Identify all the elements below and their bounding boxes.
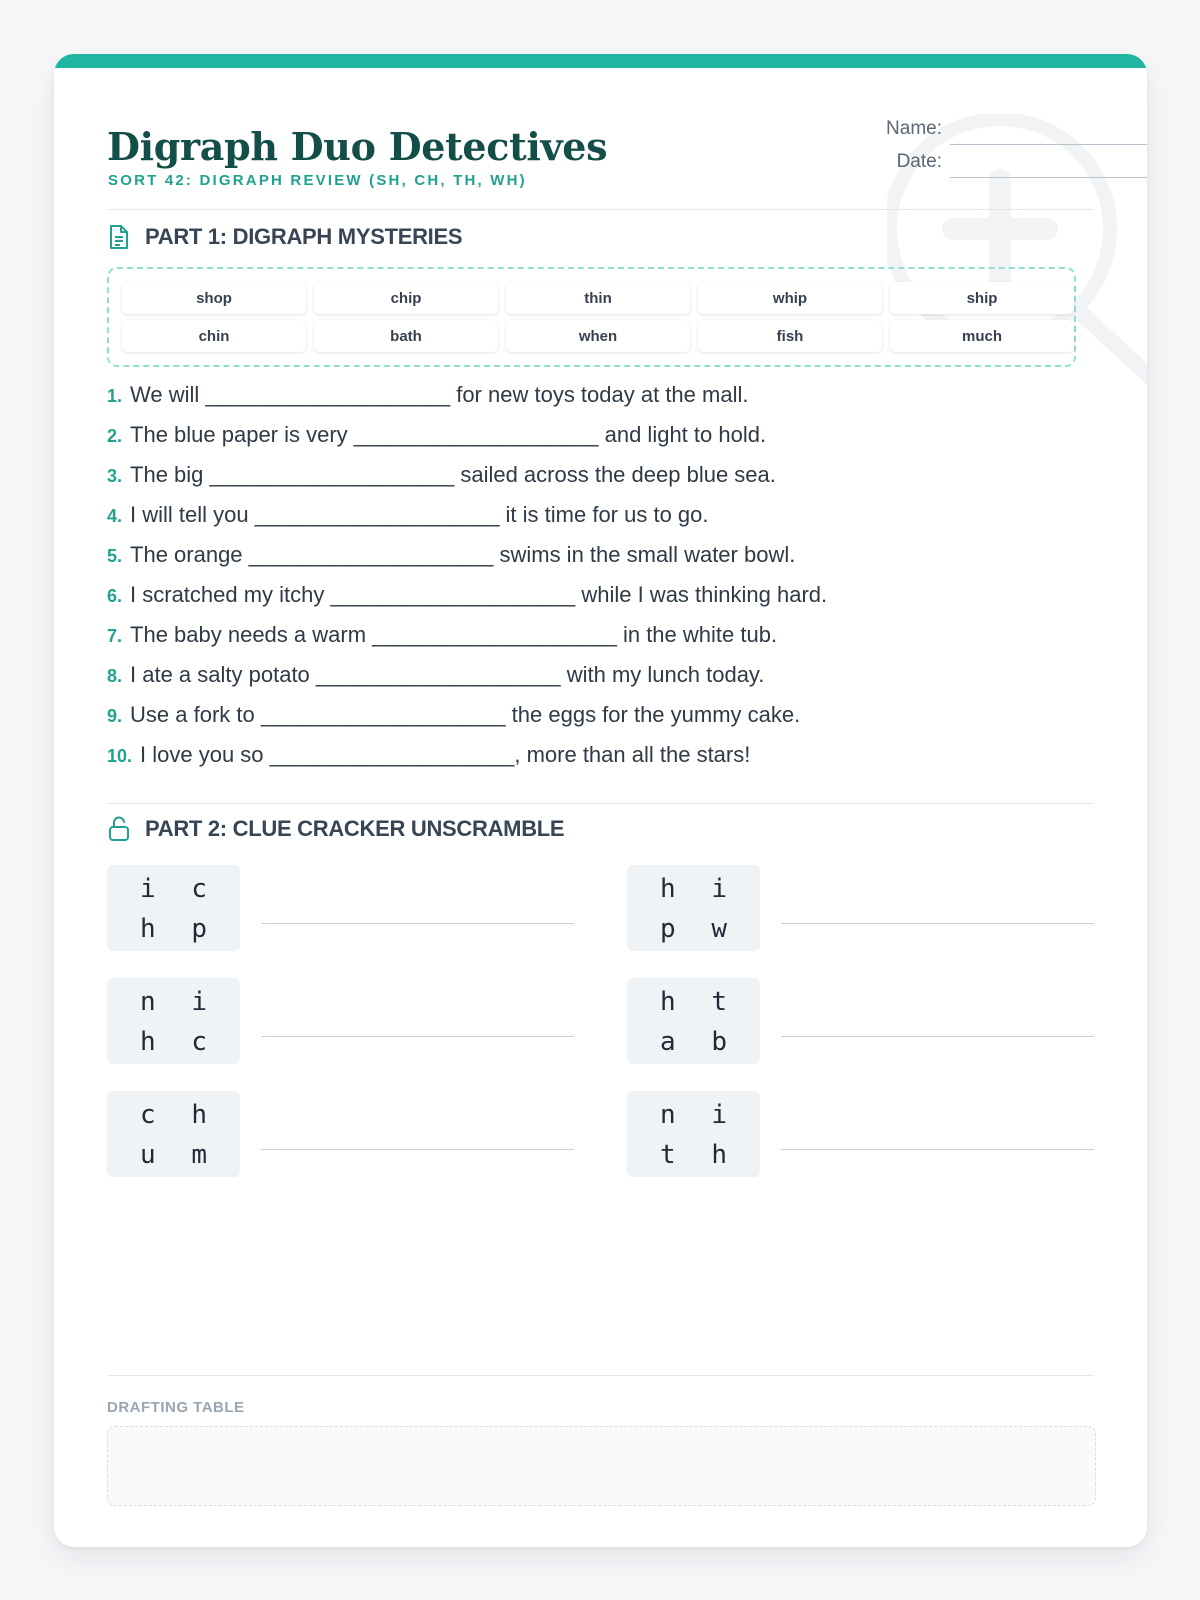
question-number: 3. [107,466,123,486]
word-chip[interactable]: much [890,320,1074,352]
unlock-icon [107,816,131,842]
question-item[interactable] [107,622,777,652]
question-item[interactable] [107,502,709,532]
word-chip[interactable]: shop [122,282,306,314]
word-chip[interactable]: thin [506,282,690,314]
footer-divider [107,1375,1094,1376]
part-divider [107,803,1094,804]
name-line[interactable] [950,144,1147,145]
scrambled-tiles: n i t h [627,1091,760,1177]
word-chip[interactable]: chip [314,282,498,314]
question-item[interactable] [107,742,750,772]
word-chip[interactable]: whip [698,282,882,314]
part1-title: PART 1: DIGRAPH MYSTERIES [145,224,463,249]
question-number: 6. [107,586,123,606]
part1-header [107,222,462,252]
accent-bar [54,54,1147,68]
scrambled-tiles: n i h c [107,978,240,1064]
word-chip[interactable]: chin [122,320,306,352]
question-text: I ate a salty potato ____________________ with my lunch today. [130,662,765,687]
question-text: The blue paper is very ____________________ and light to hold. [130,422,767,447]
answer-line[interactable] [781,1149,1094,1150]
question-number: 1. [107,386,123,406]
question-number: 10. [107,746,133,766]
question-text: I love you so ____________________, more than all the stars! [140,742,751,767]
question-text: I scratched my itchy ____________________ while I was thinking hard. [130,582,828,607]
question-item[interactable] [107,462,776,492]
worksheet [54,54,1147,1547]
answer-line[interactable] [781,923,1094,924]
worksheet-title: Digraph Duo Detectives [107,124,608,169]
scrambled-tiles: c h u m [107,1091,240,1177]
date-line[interactable] [950,177,1147,178]
scrambled-tiles: i c h p [107,865,240,951]
question-item[interactable] [107,582,827,612]
answer-line[interactable] [261,1149,574,1150]
question-text: The baby needs a warm ____________________ in the white tub. [130,622,778,647]
drafting-area[interactable] [107,1426,1096,1506]
name-label: Name: [886,118,942,139]
drafting-label: DRAFTING TABLE [107,1399,245,1416]
question-number: 8. [107,666,123,686]
document-icon [107,224,131,250]
answer-line[interactable] [261,1036,574,1037]
question-number: 2. [107,426,123,446]
question-item[interactable] [107,702,800,732]
scrambled-tiles: h i p w [627,865,760,951]
answer-line[interactable] [261,923,574,924]
header-divider [107,209,1094,210]
word-bank [107,267,1076,367]
question-number: 5. [107,546,123,566]
part2-header [107,814,564,844]
question-text: The orange ____________________ swims in the small water bowl. [130,542,796,567]
part2-title: PART 2: CLUE CRACKER UNSCRAMBLE [145,816,565,841]
question-text: I will tell you ____________________ it is time for us to go. [130,502,709,527]
question-text: The big ____________________ sailed across the deep blue sea. [130,462,776,487]
worksheet-subtitle: SORT 42: DIGRAPH REVIEW (SH, CH, TH, WH) [108,172,527,189]
question-item[interactable] [107,662,764,692]
word-chip[interactable]: fish [698,320,882,352]
question-text: Use a fork to ____________________ the eggs for the yummy cake. [130,702,801,727]
question-item[interactable] [107,382,748,412]
question-text: We will ____________________ for new toys today at the mall. [130,382,749,407]
date-field[interactable] [754,151,1147,181]
question-number: 7. [107,626,123,646]
date-label: Date: [896,151,942,172]
name-field[interactable] [754,118,1147,148]
scrambled-tiles: h t a b [627,978,760,1064]
question-item[interactable] [107,542,795,572]
word-chip[interactable]: when [506,320,690,352]
question-number: 4. [107,506,123,526]
question-item[interactable] [107,422,766,452]
word-chip[interactable]: ship [890,282,1074,314]
answer-line[interactable] [781,1036,1094,1037]
word-chip[interactable]: bath [314,320,498,352]
question-number: 9. [107,706,123,726]
